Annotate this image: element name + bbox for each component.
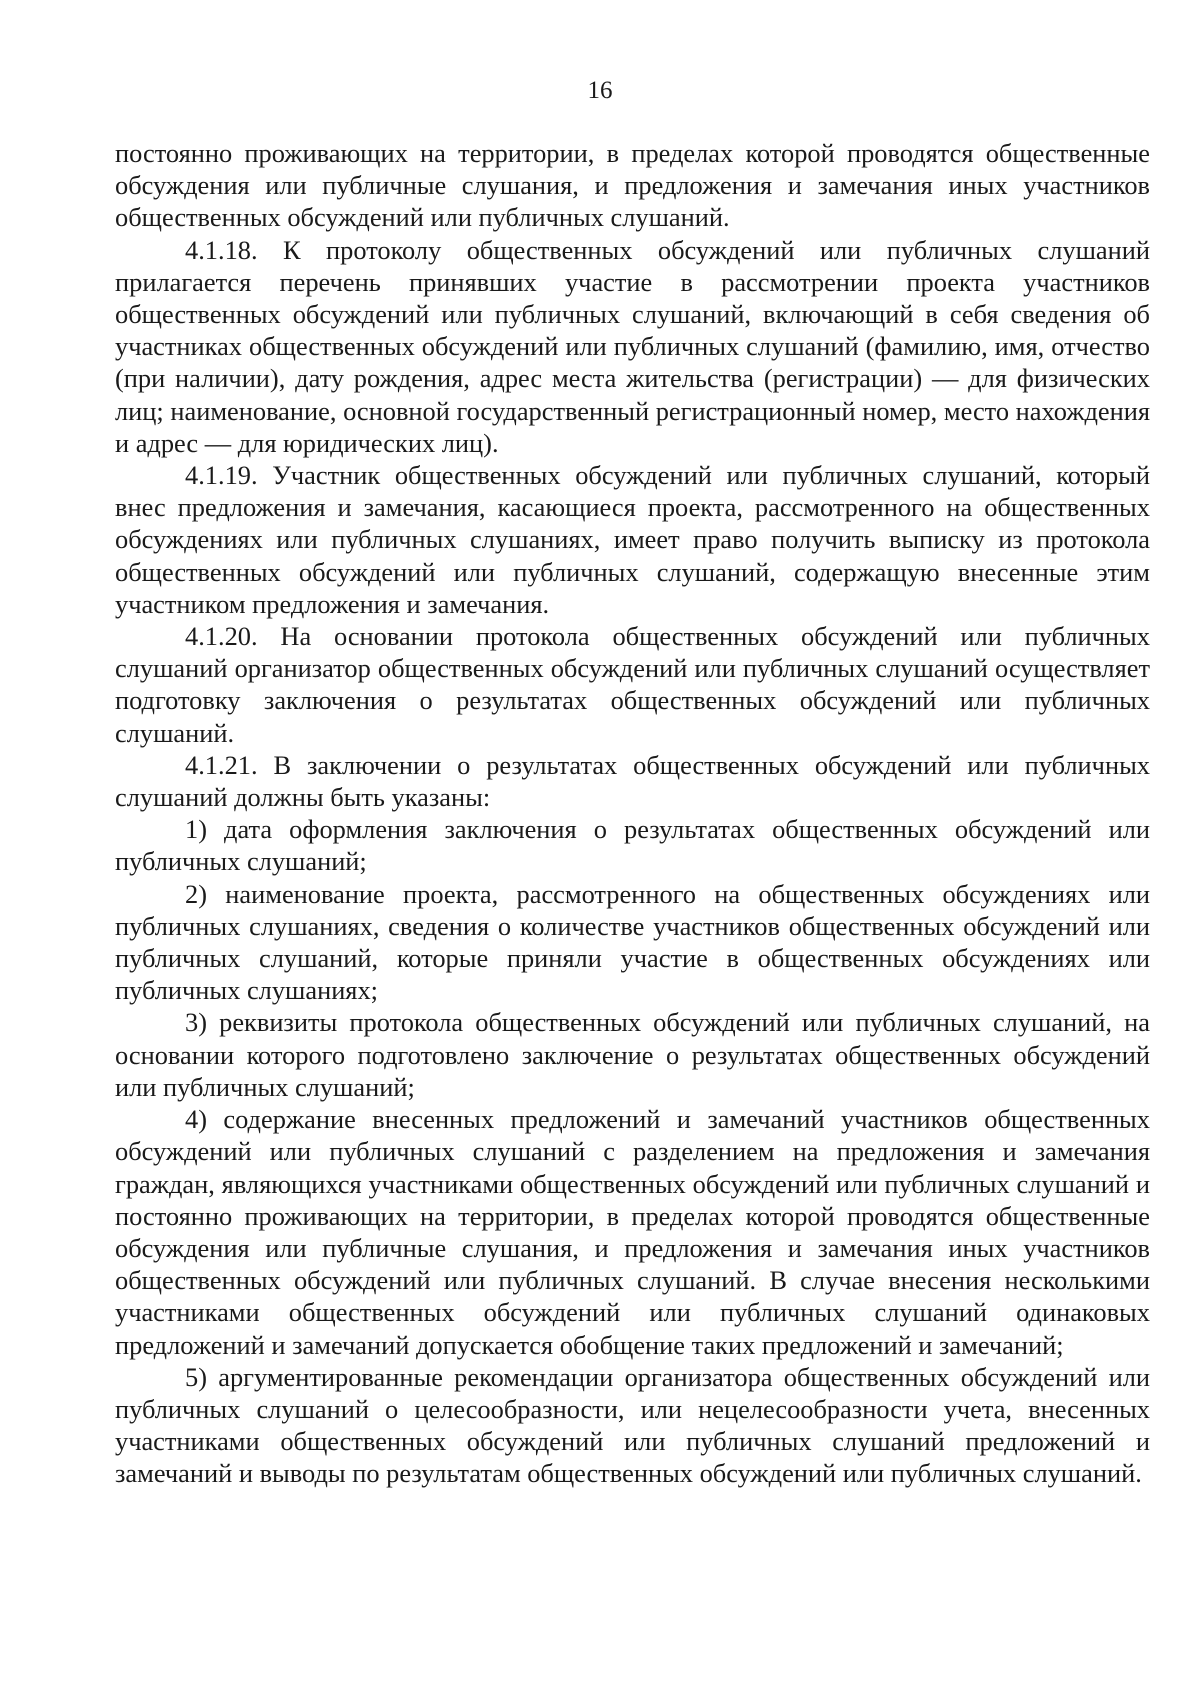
document-body [115,137,1150,1490]
list-item-4: 4) содержание внесенных предложений и замечаний участников общественных обсуждений или публичных слушаний с разделением на предложения и замечания граждан, являющихся участниками общественных обсуждений или публичных слушаний и постоянно проживающих на территории, в пределах которой проводятся общественные обсуждения или публичные слушания, и предложения и замечания иных участников общественных обсуждений или публичных слушаний. В случае внесения несколькими участниками общественных обсуждений или публичных слушаний одинаковых предложений и замечаний допускается обобщение таких предложений и замечаний; [115,1104,1150,1360]
paragraph-4-1-19: 4.1.19. Участник общественных обсуждений или публичных слушаний, который внес предложения и замечания, касающиеся проекта, рассмотренного на общественных обсуждениях или публичных слушаниях, имеет право получить выписку из протокола общественных обсуждений или публичных слушаний, содержащую внесенные этим участником предложения и замечания. [115,460,1150,619]
paragraph-continuation: постоянно проживающих на территории, в пределах которой проводятся общественные обсуждения или публичные слушания, и предложения и замечания иных участников общественных обсуждений или публичных слушаний. [115,138,1150,233]
list-item-5: 5) аргументированные рекомендации организатора общественных обсуждений или публичных слушаний о целесообразности, или нецелесообразности учета, внесенных участниками общественных обсуждений или публичных слушаний предложений и замечаний и выводы по результатам общественных обсуждений или публичных слушаний. [115,1361,1150,1489]
paragraph-4-1-18: 4.1.18. К протоколу общественных обсуждений или публичных слушаний прилагается перечень принявших участие в рассмотрении проекта участников общественных обсуждений или публичных слушаний, включающий в себя сведения об участниках общественных обсуждений или публичных слушаний (фамилию, имя, отчество (при наличии), дату рождения, адрес места жительства (регистрации) — для физических лиц; наименование, основной государственный регистрационный номер, место нахождения и адрес — для юридических лиц). [115,234,1150,458]
list-item-1: 1) дата оформления заключения о результатах общественных обсуждений или публичных слушаний; [115,814,1150,877]
paragraph-4-1-21: 4.1.21. В заключении о результатах общественных обсуждений или публичных слушаний должны быть указаны: [115,749,1150,813]
paragraph-4-1-20: 4.1.20. На основании протокола общественных обсуждений или публичных слушаний организатор общественных обсуждений или публичных слушаний осуществляет подготовку заключения о результатах общественных обсуждений или публичных слушаний. [115,621,1150,748]
list-item-3: 3) реквизиты протокола общественных обсуждений или публичных слушаний, на основании которого подготовлено заключение о результатах общественных обсуждений или публичных слушаний; [115,1007,1150,1102]
list-item-2: 2) наименование проекта, рассмотренного на общественных обсуждениях или публичных слушаниях, сведения о количестве участников общественных обсуждений или публичных слушаний, которые приняли участие в общественных обсуждениях или публичных слушаниях; [115,878,1150,1006]
page-number: 16 [587,77,613,104]
